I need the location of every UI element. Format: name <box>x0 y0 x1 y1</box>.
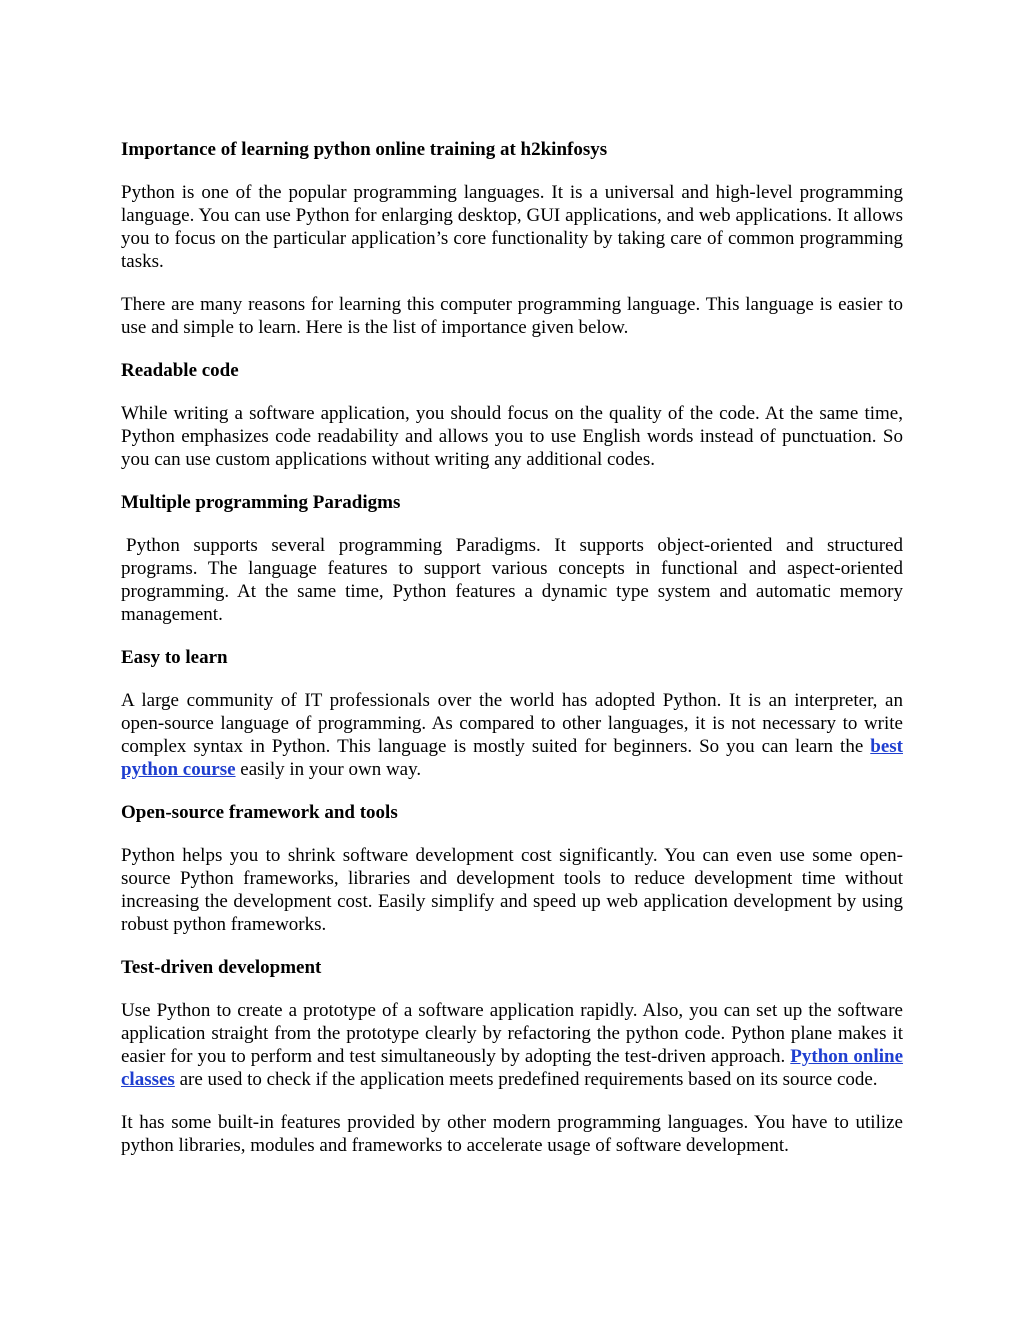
intro-paragraph-1: Python is one of the popular programming languages. It is a universal and high-level programming language. You can use Python for enlarging desktop, GUI applications, and web applications. It allows you to focus on the particular application’s core functionality by taking care of common programming tasks. <box>121 182 903 272</box>
tdd-text-after: are used to check if the application meets predefined requirements based on its source code. <box>174 1069 878 1090</box>
closing-paragraph: It has some built-in features provided by other modern programming languages. You have to utilize python libraries, modules and frameworks to accelerate usage of software development. <box>121 1112 903 1156</box>
best-python-course-link[interactable]: best python course <box>121 736 903 780</box>
section-heading-test-driven: Test-driven development <box>121 957 322 978</box>
easy-text-after: easily in your own way. <box>235 759 422 780</box>
section-heading-readable-code: Readable code <box>121 360 239 381</box>
section-heading-open-source: Open-source framework and tools <box>121 802 398 823</box>
python-online-classes-link[interactable]: Python online classes <box>121 1046 904 1090</box>
section-heading-paradigms: Multiple programming Paradigms <box>121 492 401 513</box>
easy-text-before: A large community of IT professionals over the world has adopted Python. It is an interpreter, an open-source language of programming. As compared to other languages, it is not necessary to write complex syntax in Python. This language is mostly suited for beginners. So you can learn the <box>121 690 903 757</box>
section-text-readable-code: While writing a software application, you should focus on the quality of the code. At the same time, Python emphasizes code readability and allows you to use English words instead of punctuation. So you can use custom applications without writing any additional codes. <box>121 403 903 470</box>
section-text-open-source: Python helps you to shrink software development cost significantly. You can even use some open-source Python frameworks, libraries and development tools to reduce development time without increasing the development cost. Easily simplify and speed up web application development by using robust python frameworks. <box>121 845 903 935</box>
intro-paragraph-2: There are many reasons for learning this computer programming language. This language is easier to use and simple to learn. Here is the list of importance given below. <box>121 294 903 338</box>
document-title: Importance of learning python online training at h2kinfosys <box>121 139 608 160</box>
document-page <box>121 138 903 1177</box>
tdd-text-before: Use Python to create a prototype of a software application rapidly. Also, you can set up the software application straight from the prototype clearly by refactoring the python code. Python plane makes it easier for you to perform and test simultaneously by adopting the test-driven approach. <box>121 1000 903 1067</box>
section-text-paradigms: Python supports several programming Paradigms. It supports object-oriented and structured programs. The language features to support various concepts in functional and aspect-oriented programming. At the same time, Python features a dynamic type system and automatic memory management. <box>121 535 903 625</box>
section-heading-easy-to-learn: Easy to learn <box>121 647 228 668</box>
section-text-test-driven <box>121 999 903 1091</box>
section-text-easy-to-learn <box>121 689 903 781</box>
